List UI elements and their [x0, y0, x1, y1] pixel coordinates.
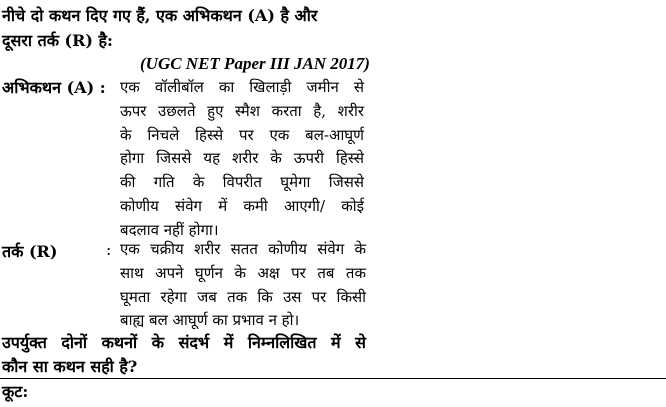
assertion-line: की गति के विपरीत घूमेगा जिससे — [120, 173, 364, 192]
assertion-line: ऊपर उछलते हुए स्मैश करता है, शरीर — [120, 101, 364, 120]
reason-line: एक चक्रीय शरीर सतत कोणीय संवेग के — [120, 240, 366, 258]
reason-line: साथ अपने घूर्णन के अक्ष पर तब तक — [120, 263, 366, 282]
assertion-line: के निचले हिस्से पर एक बल-आघूर्ण — [120, 125, 364, 144]
question-line-1: उपर्युक्त दोनों कथनों के संदर्भ में निम्नलिखित में से — [2, 333, 366, 352]
assertion-line: बदलाव नहीं होगा। — [120, 220, 219, 239]
reason-label: तर्क (R) — [2, 242, 58, 261]
exam-source: (UGC NET Paper III JAN 2017) — [140, 54, 370, 73]
assertion-line: एक वॉलीबॉल का खिलाड़ी जमीन से — [120, 78, 364, 96]
question-line-2: कौन सा कथन सही है? — [2, 357, 138, 376]
assertion-line: कोणीय संवेग में कमी आएगी/ कोई — [120, 196, 364, 215]
intro-line-1: नीचे दो कथन दिए गए हैं, एक अभिकथन (A) है और — [2, 6, 318, 25]
assertion-line: होगा जिससे यह शरीर के ऊपरी हिस्से — [120, 149, 364, 168]
assertion-label: अभिकथन (A) : — [2, 78, 106, 97]
intro-line-2: दूसरा तर्क (R) है: — [2, 31, 113, 50]
assertion-text — [120, 76, 364, 243]
divider — [0, 378, 666, 379]
codes-label: कूट: — [2, 382, 29, 401]
reason-text — [120, 238, 366, 333]
reason-line: घूमता रहेगा जब तक कि उस पर किसी — [120, 287, 366, 306]
reason-line: बाह्य बल आघूर्ण का प्रभाव न हो। — [120, 311, 300, 330]
reason-colon: : — [106, 240, 112, 259]
